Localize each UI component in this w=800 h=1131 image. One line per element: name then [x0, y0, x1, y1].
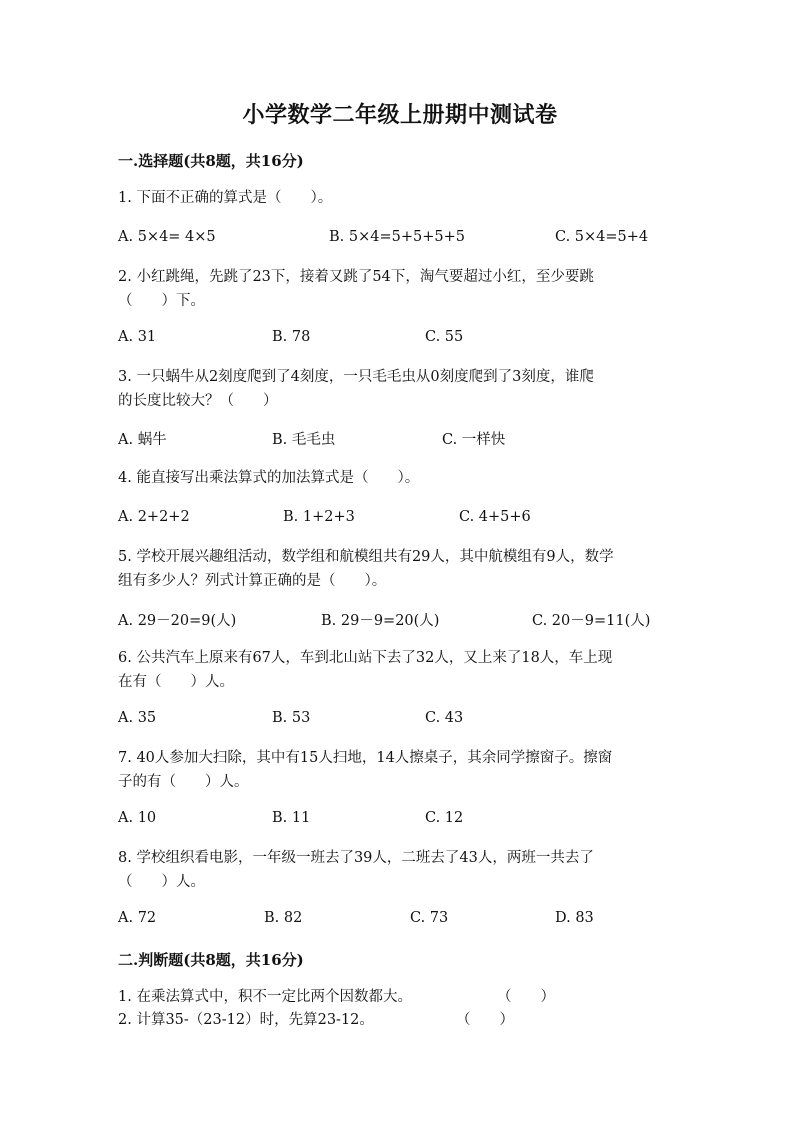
- question-3-option-b: B. 毛毛虫: [272, 432, 336, 448]
- section-heading-judge: 二.判断题(共8题，共16分): [118, 951, 304, 969]
- question-8-option-d: D. 83: [555, 910, 594, 926]
- judge-question-1-text: 1. 在乘法算式中，积不一定比两个因数都大。: [118, 989, 412, 1005]
- question-4-option-a: A. 2+2+2: [118, 509, 190, 525]
- question-5-line-1: 5. 学校开展兴趣组活动，数学组和航模组共有29人，其中航模组有9人，数学: [118, 549, 614, 565]
- question-7-line-2: 子的有（ ）人。: [118, 774, 249, 790]
- question-7-option-a: A. 10: [118, 810, 157, 826]
- question-4-text: 4. 能直接写出乘法算式的加法算式是（ ）。: [118, 470, 420, 486]
- question-3-line-2: 的长度比较大？（ ）: [118, 393, 278, 409]
- question-2-option-b: B. 78: [272, 329, 311, 345]
- question-6-option-b: B. 53: [272, 710, 311, 726]
- question-6-line-1: 6. 公共汽车上原来有67人，车到北山站下去了32人，又上来了18人，车上现: [118, 650, 613, 666]
- question-1-text: 1. 下面不正确的算式是（ ）。: [118, 190, 333, 206]
- question-5-option-c: C. 20－9=11(人): [532, 613, 651, 629]
- question-5-option-b: B. 29－9=20(人): [321, 613, 440, 629]
- question-6-option-a: A. 35: [118, 710, 157, 726]
- question-6-option-c: C. 43: [425, 710, 464, 726]
- question-1-option-a: A. 5×4= 4×5: [118, 229, 216, 245]
- question-8-option-b: B. 82: [264, 910, 303, 926]
- question-1-option-b: B. 5×4=5+5+5+5: [329, 229, 465, 245]
- question-7-option-b: B. 11: [272, 810, 311, 826]
- question-5-option-a: A. 29－20=9(人): [118, 613, 237, 629]
- judge-question-2-blank: （ ）: [456, 1012, 514, 1028]
- question-4-option-c: C. 4+5+6: [459, 509, 531, 525]
- question-3-option-a: A. 蜗牛: [118, 432, 167, 448]
- question-7-line-1: 7. 40人参加大扫除，其中有15人扫地，14人擦桌子，其余同学擦窗子。擦窗: [118, 750, 613, 766]
- question-8-line-2: （ ）人。: [118, 874, 205, 890]
- judge-question-1-blank: （ ）: [497, 989, 555, 1005]
- question-4-option-b: B. 1+2+3: [283, 509, 355, 525]
- question-1-option-c: C. 5×4=5+4: [555, 229, 649, 245]
- section-heading-choice: 一.选择题(共8题，共16分): [118, 152, 304, 170]
- question-2-line-2: （ ）下。: [118, 293, 205, 309]
- question-3-line-1: 3. 一只蜗牛从2刻度爬到了4刻度，一只毛毛虫从0刻度爬到了3刻度，谁爬: [118, 369, 594, 385]
- page-title: 小学数学二年级上册期中测试卷: [242, 102, 558, 128]
- question-8-option-a: A. 72: [118, 910, 157, 926]
- question-5-line-2: 组有多少人？列式计算正确的是（ ）。: [118, 573, 387, 589]
- question-2-option-a: A. 31: [118, 329, 157, 345]
- question-8-option-c: C. 73: [410, 910, 449, 926]
- question-7-option-c: C. 12: [425, 810, 464, 826]
- question-2-line-1: 2. 小红跳绳，先跳了23下，接着又跳了54下，淘气要超过小红，至少要跳: [118, 269, 594, 285]
- question-6-line-2: 在有（ ）人。: [118, 674, 234, 690]
- judge-question-2-text: 2. 计算35-（23-12）时，先算23-12。: [118, 1012, 374, 1028]
- question-8-line-1: 8. 学校组织看电影，一年级一班去了39人，二班去了43人，两班一共去了: [118, 850, 594, 866]
- question-3-option-c: C. 一样快: [442, 432, 506, 448]
- question-2-option-c: C. 55: [425, 329, 464, 345]
